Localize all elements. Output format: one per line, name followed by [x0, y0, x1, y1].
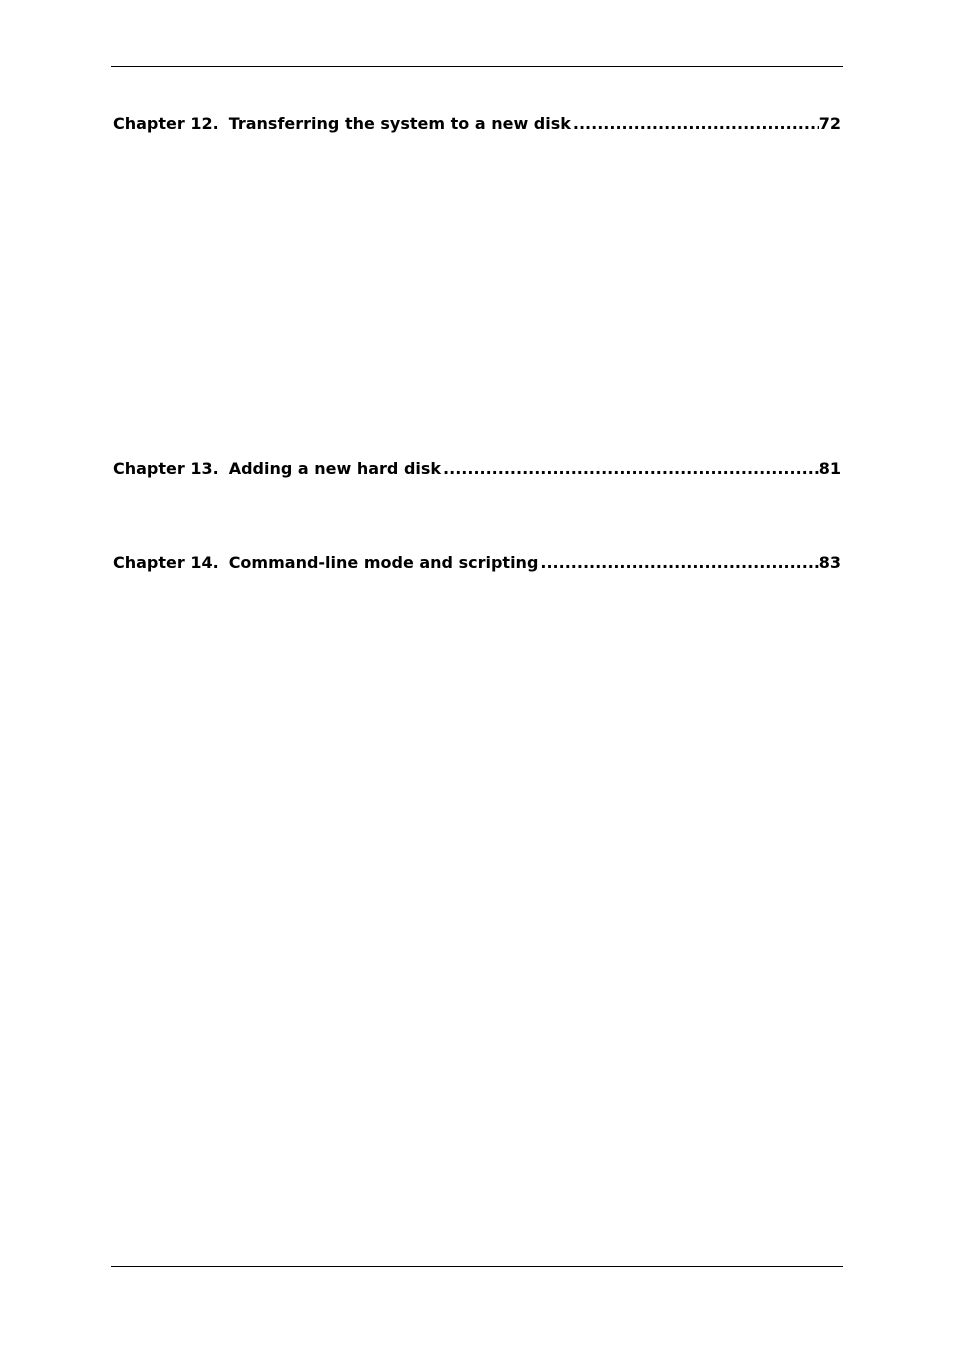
toc-chapter-number: Chapter 14. [113, 553, 219, 572]
toc-page-number: 83 [818, 553, 841, 572]
toc-page-number: 72 [818, 114, 841, 133]
toc-chapter-number: Chapter 12. [113, 114, 219, 133]
toc-entry-chapter-14[interactable] [113, 553, 841, 575]
footer-rule [111, 1266, 843, 1267]
toc-chapter-number: Chapter 13. [113, 459, 219, 478]
toc-leader-dots [540, 553, 818, 572]
toc-chapter-title: Adding a new hard disk [228, 459, 442, 478]
toc-leader-dots [573, 114, 819, 133]
toc-chapter-title: Command-line mode and scripting [228, 553, 539, 572]
toc-leader-dots [443, 459, 819, 478]
toc-chapter-title: Transferring the system to a new disk [228, 114, 571, 133]
toc-entry-chapter-12[interactable] [113, 114, 841, 136]
header-rule [111, 66, 843, 67]
toc-page-number: 81 [818, 459, 841, 478]
toc-entry-chapter-13[interactable] [113, 459, 841, 481]
